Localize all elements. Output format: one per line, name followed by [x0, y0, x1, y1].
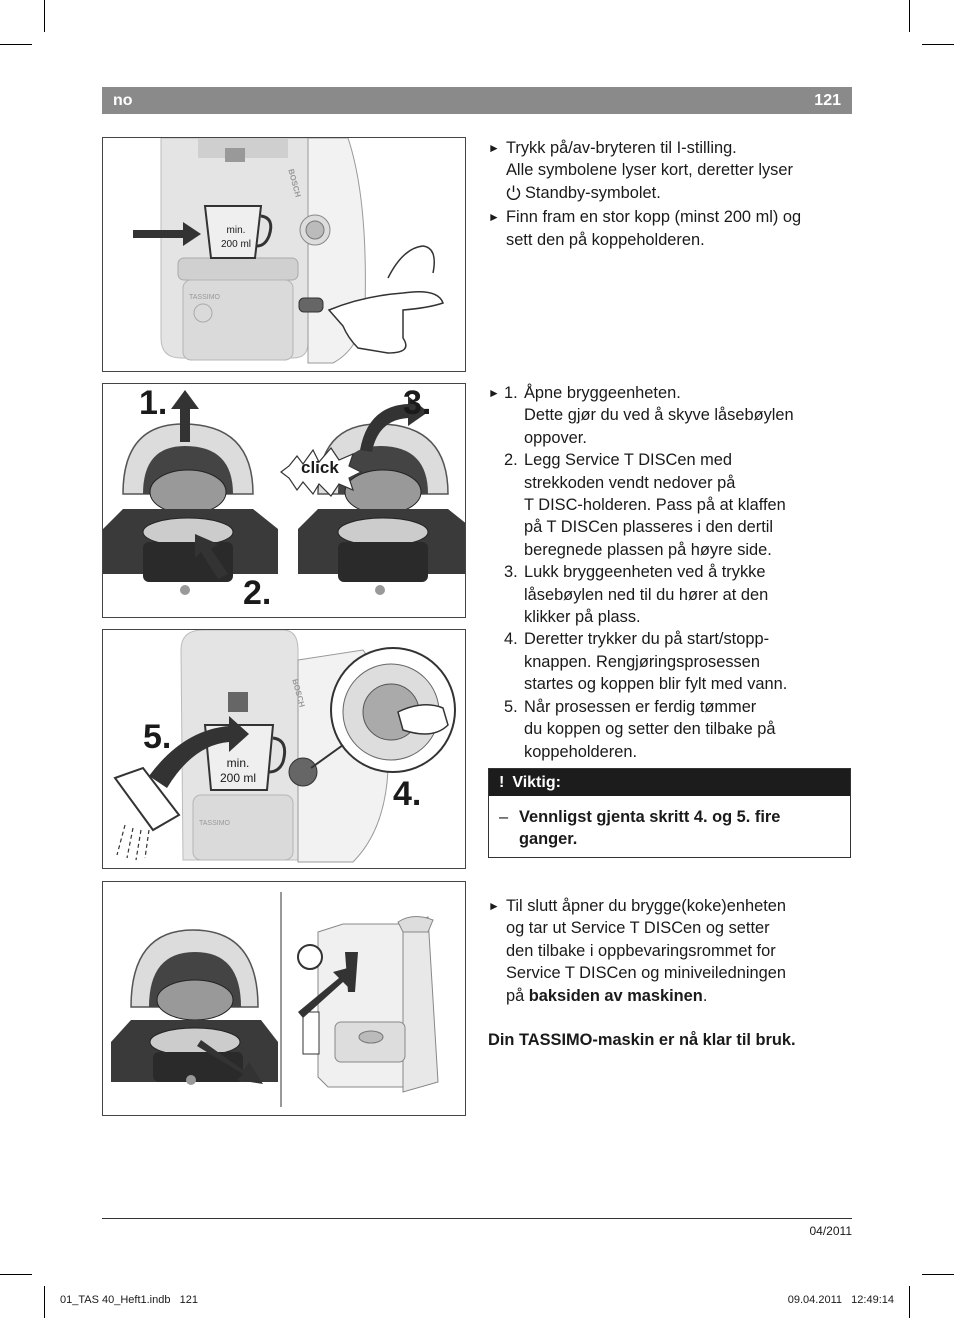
bullet-arrow-icon: ► [488, 899, 500, 913]
figure-step-4-label: 4. [393, 775, 422, 813]
standby-power-icon [506, 184, 521, 206]
footer-divider [102, 1218, 852, 1219]
footer-timestamp: 09.04.2011 12:49:14 [787, 1294, 894, 1306]
click-label: click [301, 458, 339, 477]
cup-min-label: min. [226, 756, 250, 770]
step-item: 2. Legg Service T DISCen med strekkoden vendt nedover på T DISC-holderen. Pass på at klaffen på T DISCen plasseres i den dertil beregnede plassen på høyre side. [504, 451, 786, 559]
important-title: Viktig: [512, 774, 561, 791]
figure-step-2-label: 2. [243, 574, 272, 612]
cup-ml-label: 200 ml [219, 771, 257, 785]
brand-logo: BOSCH [286, 168, 303, 199]
page-header [102, 87, 852, 114]
crop-mark [44, 0, 45, 32]
bullet-arrow-icon: ► [488, 141, 500, 155]
figure-step-5-label: 5. [143, 718, 172, 756]
important-body: – Vennligst gjenta skritt 4. og 5. fire ganger. [499, 808, 781, 848]
crop-mark [922, 1274, 954, 1275]
figure-start-cleaning [102, 629, 466, 869]
section-cleaning-steps [488, 382, 853, 763]
important-header [489, 769, 850, 796]
figure-step-1-label: 1. [139, 384, 168, 422]
section-switch-on-text [488, 137, 853, 251]
bullet-arrow-icon: ► [488, 386, 500, 400]
warning-icon: ! [499, 774, 505, 791]
crop-mark [44, 1286, 45, 1318]
crop-mark [909, 1286, 910, 1318]
final-message: Din TASSIMO-maskin er nå klar til bruk. [488, 1031, 796, 1050]
important-notice [488, 768, 851, 858]
step-item: 5. Når prosessen er ferdig tømmer du koppen og setter den tilbake på koppeholderen. [504, 697, 776, 761]
bullet-item: ► Trykk på/av-bryteren til I-stilling. Alle symbolene lyser kort, deretter lyser Standby-symbolet. [488, 137, 853, 206]
figure-step-3-label: 3. [403, 384, 432, 422]
crop-mark [909, 0, 910, 32]
bullet-arrow-icon: ► [488, 210, 500, 225]
page-number: 121 [814, 92, 841, 109]
figure-store-disc [102, 881, 466, 1116]
crop-mark [0, 1274, 32, 1275]
bullet-item: ► Finn fram en stor kopp (minst 200 ml) og sett den på koppeholderen. [488, 208, 802, 249]
crop-mark [0, 44, 32, 45]
bullet-item: ► Til slutt åpner du brygge(koke)enheten og tar ut Service T DISCen og setter den tilbake i oppbevaringsrommet for Service T DISCen og miniveiledningen på baksiden av maskinen. [488, 897, 787, 1005]
crop-mark [922, 44, 954, 45]
step-item: 4. Deretter trykker du på start/stopp- knappen. Rengjøringsprosessen startes og koppen blir fylt med vann. [504, 630, 788, 694]
step-item: ► 1. Åpne bryggeenheten. Dette gjør du ved å skyve låsebøylen oppover. [488, 384, 794, 447]
cup-min-label: min. [226, 225, 246, 236]
cup-ml-label: 200 ml [221, 239, 252, 250]
section-finish-text [488, 895, 853, 1051]
step-item: 3. Lukk bryggeenheten ved å trykke låsebøylen ned til du hører at den klikker på plass. [504, 563, 769, 627]
brand-logo-tassimo: TASSIMO [199, 820, 230, 827]
brand-logo: BOSCH [290, 678, 307, 709]
figure-open-brew-unit [102, 383, 466, 618]
language-code: no [113, 92, 133, 109]
footer-file: 01_TAS 40_Heft1.indb 121 [60, 1294, 199, 1306]
footer-date: 04/2011 [809, 1224, 852, 1238]
figure-switch-on [102, 137, 466, 372]
brand-logo-tassimo: TASSIMO [189, 294, 220, 301]
